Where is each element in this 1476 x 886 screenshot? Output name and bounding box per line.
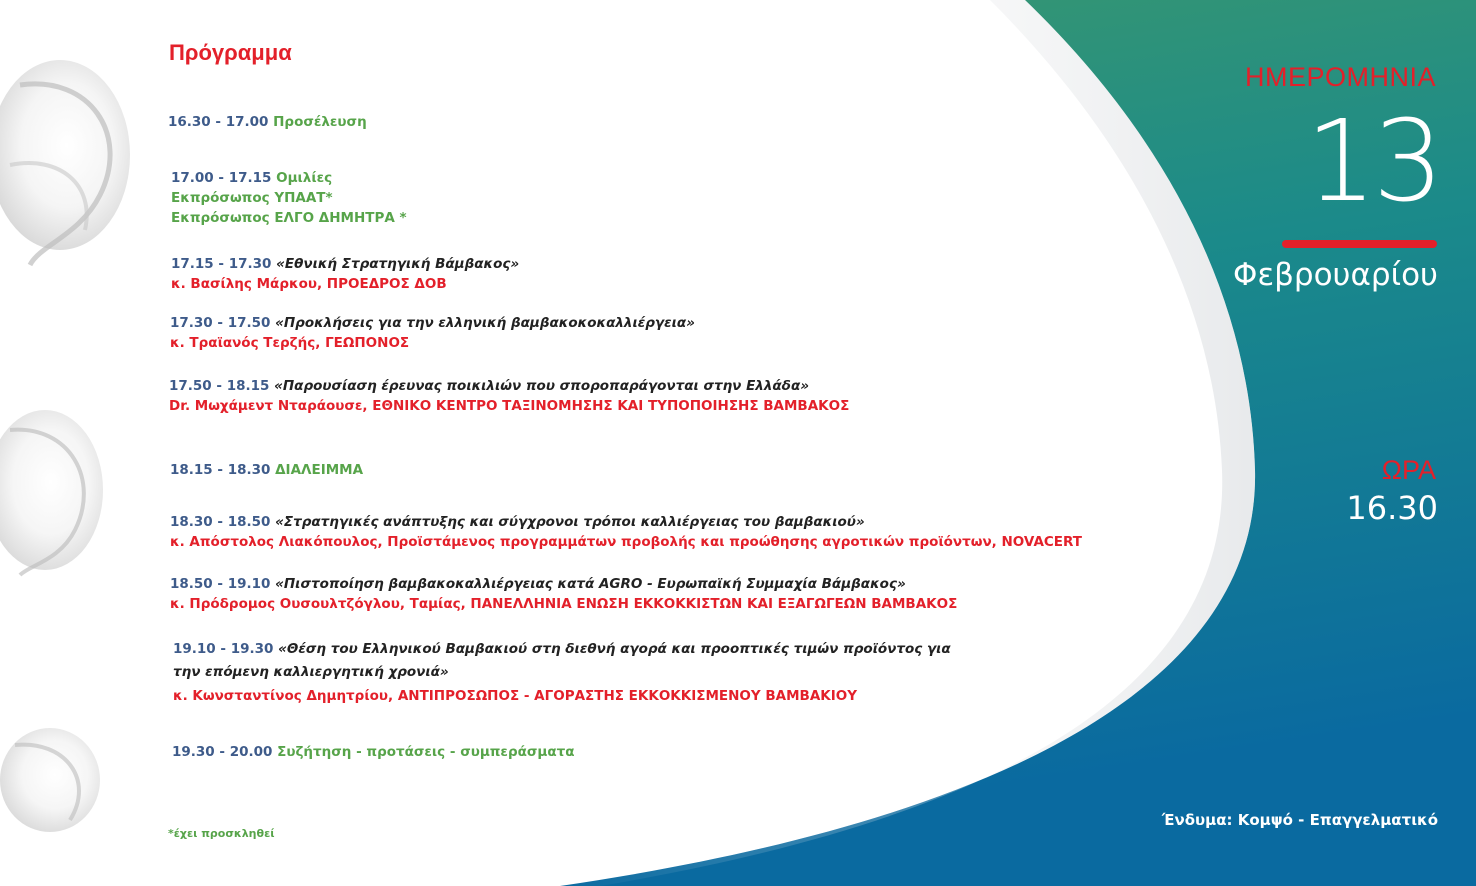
item-time: 19.30 - 20.00: [172, 744, 273, 760]
item-title: «Στρατηγικές ανάπτυξης και σύγχρονοι τρόποι καλλιέργειας του βαμβακιού»: [275, 514, 865, 530]
item-title: ΔΙΑΛΕΙΜΜΑ: [275, 462, 364, 478]
item-speaker: Dr. Μωχάμεντ Νταράουσε, ΕΘΝΙΚΟ ΚΕΝΤΡΟ ΤΑΞΙΝΟΜΗΣΗΣ ΚΑΙ ΤΥΠΟΠΟΙΗΣΗΣ ΒΑΜΒΑΚΟΣ: [169, 398, 850, 414]
item-time: 16.30 - 17.00: [168, 114, 269, 130]
program-item: [170, 460, 363, 480]
item-title: «Πιστοποίηση βαμβακοκαλλιέργειας κατά AGRO - Ευρωπαϊκή Συμμαχία Βάμβακος»: [275, 576, 906, 592]
time-label: ΩΡΑ: [1381, 455, 1436, 485]
item-title: «Παρουσίαση έρευνας ποικιλιών που σποροπαράγονται στην Ελλάδα»: [274, 378, 809, 394]
item-title: «Εθνική Στρατηγική Βάμβακος»: [276, 256, 520, 272]
item-time: 17.15 - 17.30: [171, 256, 272, 272]
date-label: ΗΜΕΡΟΜΗΝΙΑ: [1244, 62, 1436, 92]
footnote: *έχει προσκληθεί: [168, 827, 275, 840]
program-item: [171, 254, 519, 294]
program-item: [170, 512, 1082, 552]
cotton-boll-icon: [0, 45, 140, 275]
program-item: [172, 742, 575, 762]
date-divider: [1282, 240, 1437, 248]
program-item: [170, 313, 695, 353]
item-speaker: κ. Πρόδρομος Ουσουλτζόγλου, Ταμίας, ΠΑΝΕΛΛΗΝΙΑ ΕΝΩΣΗ ΕΚΚΟΚΚΙΣΤΩΝ ΚΑΙ ΕΞΑΓΩΓΕΩΝ ΒΑΜΒΑΚΟΣ: [170, 596, 958, 612]
item-speaker: Εκπρόσωπος ΥΠΑΑΤ*: [171, 190, 333, 206]
item-title: Ομιλίες: [276, 170, 333, 186]
item-time: 17.50 - 18.15: [169, 378, 270, 394]
item-speaker: Εκπρόσωπος ΕΛΓΟ ΔΗΜΗΤΡΑ *: [171, 210, 407, 226]
program-item: [173, 638, 973, 706]
item-time: 17.30 - 17.50: [170, 315, 271, 331]
program-item: [171, 168, 407, 228]
date-month: Φεβρουαρίου: [1232, 257, 1438, 293]
date-day: 13: [1305, 97, 1440, 227]
program-item: [169, 376, 849, 416]
item-time: 18.30 - 18.50: [170, 514, 271, 530]
item-speaker: κ. Κωνσταντίνος Δημητρίου, ΑΝΤΙΠΡΟΣΩΠΟΣ - ΑΓΟΡΑΣΤΗΣ ΕΚΚΟΚΚΙΣΜΕΝΟΥ ΒΑΜΒΑΚΙΟΥ: [173, 688, 858, 704]
item-time: 19.10 - 19.30: [173, 641, 274, 657]
page-title: Πρόγραμμα: [169, 40, 292, 65]
program-item: [170, 574, 957, 614]
cotton-boll-icon: [0, 725, 105, 840]
item-speaker: κ. Τραϊανός Τερζής, ΓΕΩΠΟΝΟΣ: [170, 335, 410, 351]
item-title: Προσέλευση: [273, 114, 367, 130]
dress-code: Ένδυμα: Κομψό - Επαγγελματικό: [1161, 811, 1438, 829]
cotton-boll-icon: [0, 400, 110, 580]
program-item: [168, 112, 367, 132]
item-time: 17.00 - 17.15: [171, 170, 272, 186]
item-time: 18.50 - 19.10: [170, 576, 271, 592]
item-title: Συζήτηση - προτάσεις - συμπεράσματα: [277, 744, 575, 760]
time-value: 16.30: [1346, 489, 1438, 527]
item-time: 18.15 - 18.30: [170, 462, 271, 478]
item-title: «Προκλήσεις για την ελληνική βαμβακοκοκαλλιέργεια»: [275, 315, 695, 331]
item-speaker: κ. Βασίλης Μάρκου, ΠΡΟΕΔΡΟΣ ΔΟΒ: [171, 276, 447, 292]
item-speaker: κ. Απόστολος Λιακόπουλος, Προϊστάμενος προγραμμάτων προβολής και προώθησης αγροτικών προϊόντων, NOVACERT: [170, 534, 1083, 550]
item-title: «Θέση του Ελληνικού Βαμβακιού στη διεθνή αγορά και προοπτικές τιμών προϊόντος για την επόμενη καλλιεργητική χρονιά»: [173, 641, 951, 680]
